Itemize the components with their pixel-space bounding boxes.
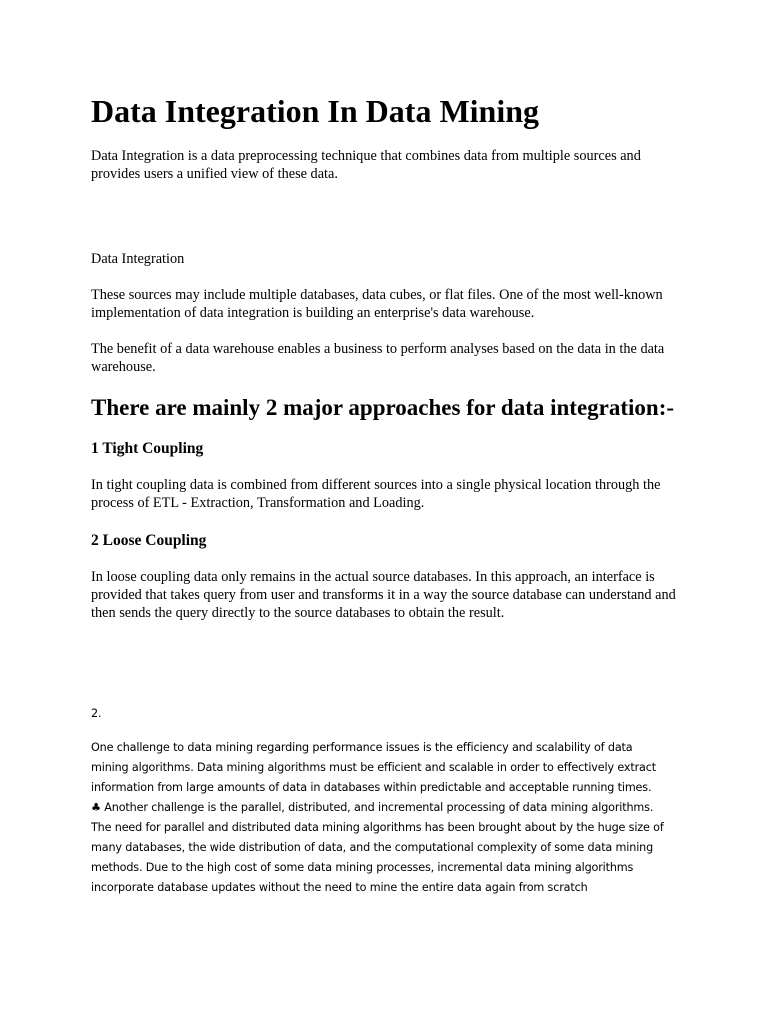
- sources-paragraph: These sources may include multiple databases, data cubes, or flat files. One of the most well-known implementation of data integration is building an enterprise's data warehouse.: [91, 287, 663, 321]
- club-bullet-icon: ♣: [91, 801, 101, 814]
- loose-coupling-heading: 2 Loose Coupling: [91, 532, 207, 549]
- challenges-line: One challenge to data mining regarding performance issues is the efficiency and scalability of data: [91, 741, 633, 754]
- loose-coupling-paragraph: In loose coupling data only remains in the actual source databases. In this approach, an interface is provided that takes query from user and transforms it in a way the source database can understand and then sends the query directly to the source databases to obtain the result.: [91, 569, 676, 621]
- challenges-line: mining algorithms. Data mining algorithms must be efficient and scalable in order to effectively extract: [91, 761, 656, 774]
- benefit-paragraph: The benefit of a data warehouse enables a business to perform analyses based on the data in the data warehouse.: [91, 341, 665, 375]
- challenges-line: many databases, the wide distribution of data, and the computational complexity of some data mining: [91, 841, 654, 854]
- tight-coupling-heading: 1 Tight Coupling: [91, 440, 204, 457]
- challenges-line: [91, 798, 691, 818]
- image-caption: Data Integration: [91, 251, 185, 267]
- challenges-line-text: Another challenge is the parallel, distributed, and incremental processing of data mining algorithms.: [100, 801, 654, 814]
- page-title: Data Integration In Data Mining: [91, 93, 540, 129]
- tight-coupling-paragraph: In tight coupling data is combined from different sources into a single physical location through the process of ETL - Extraction, Transformation and Loading.: [91, 477, 661, 511]
- intro-paragraph: Data Integration is a data preprocessing technique that combines data from multiple sources and provides users a unified view of these data.: [91, 148, 641, 182]
- section-number: 2.: [91, 707, 102, 720]
- challenges-line: information from large amounts of data in databases within predictable and acceptable running times.: [91, 781, 652, 794]
- challenges-line: methods. Due to the high cost of some data mining processes, incremental data mining algorithms: [91, 861, 634, 874]
- challenges-paragraph: [91, 738, 691, 898]
- approaches-heading: There are mainly 2 major approaches for data integration:-: [91, 395, 675, 420]
- challenges-line: incorporate database updates without the need to mine the entire data again from scratch: [91, 881, 588, 894]
- challenges-line: The need for parallel and distributed data mining algorithms has been brought about by the huge size of: [91, 821, 664, 834]
